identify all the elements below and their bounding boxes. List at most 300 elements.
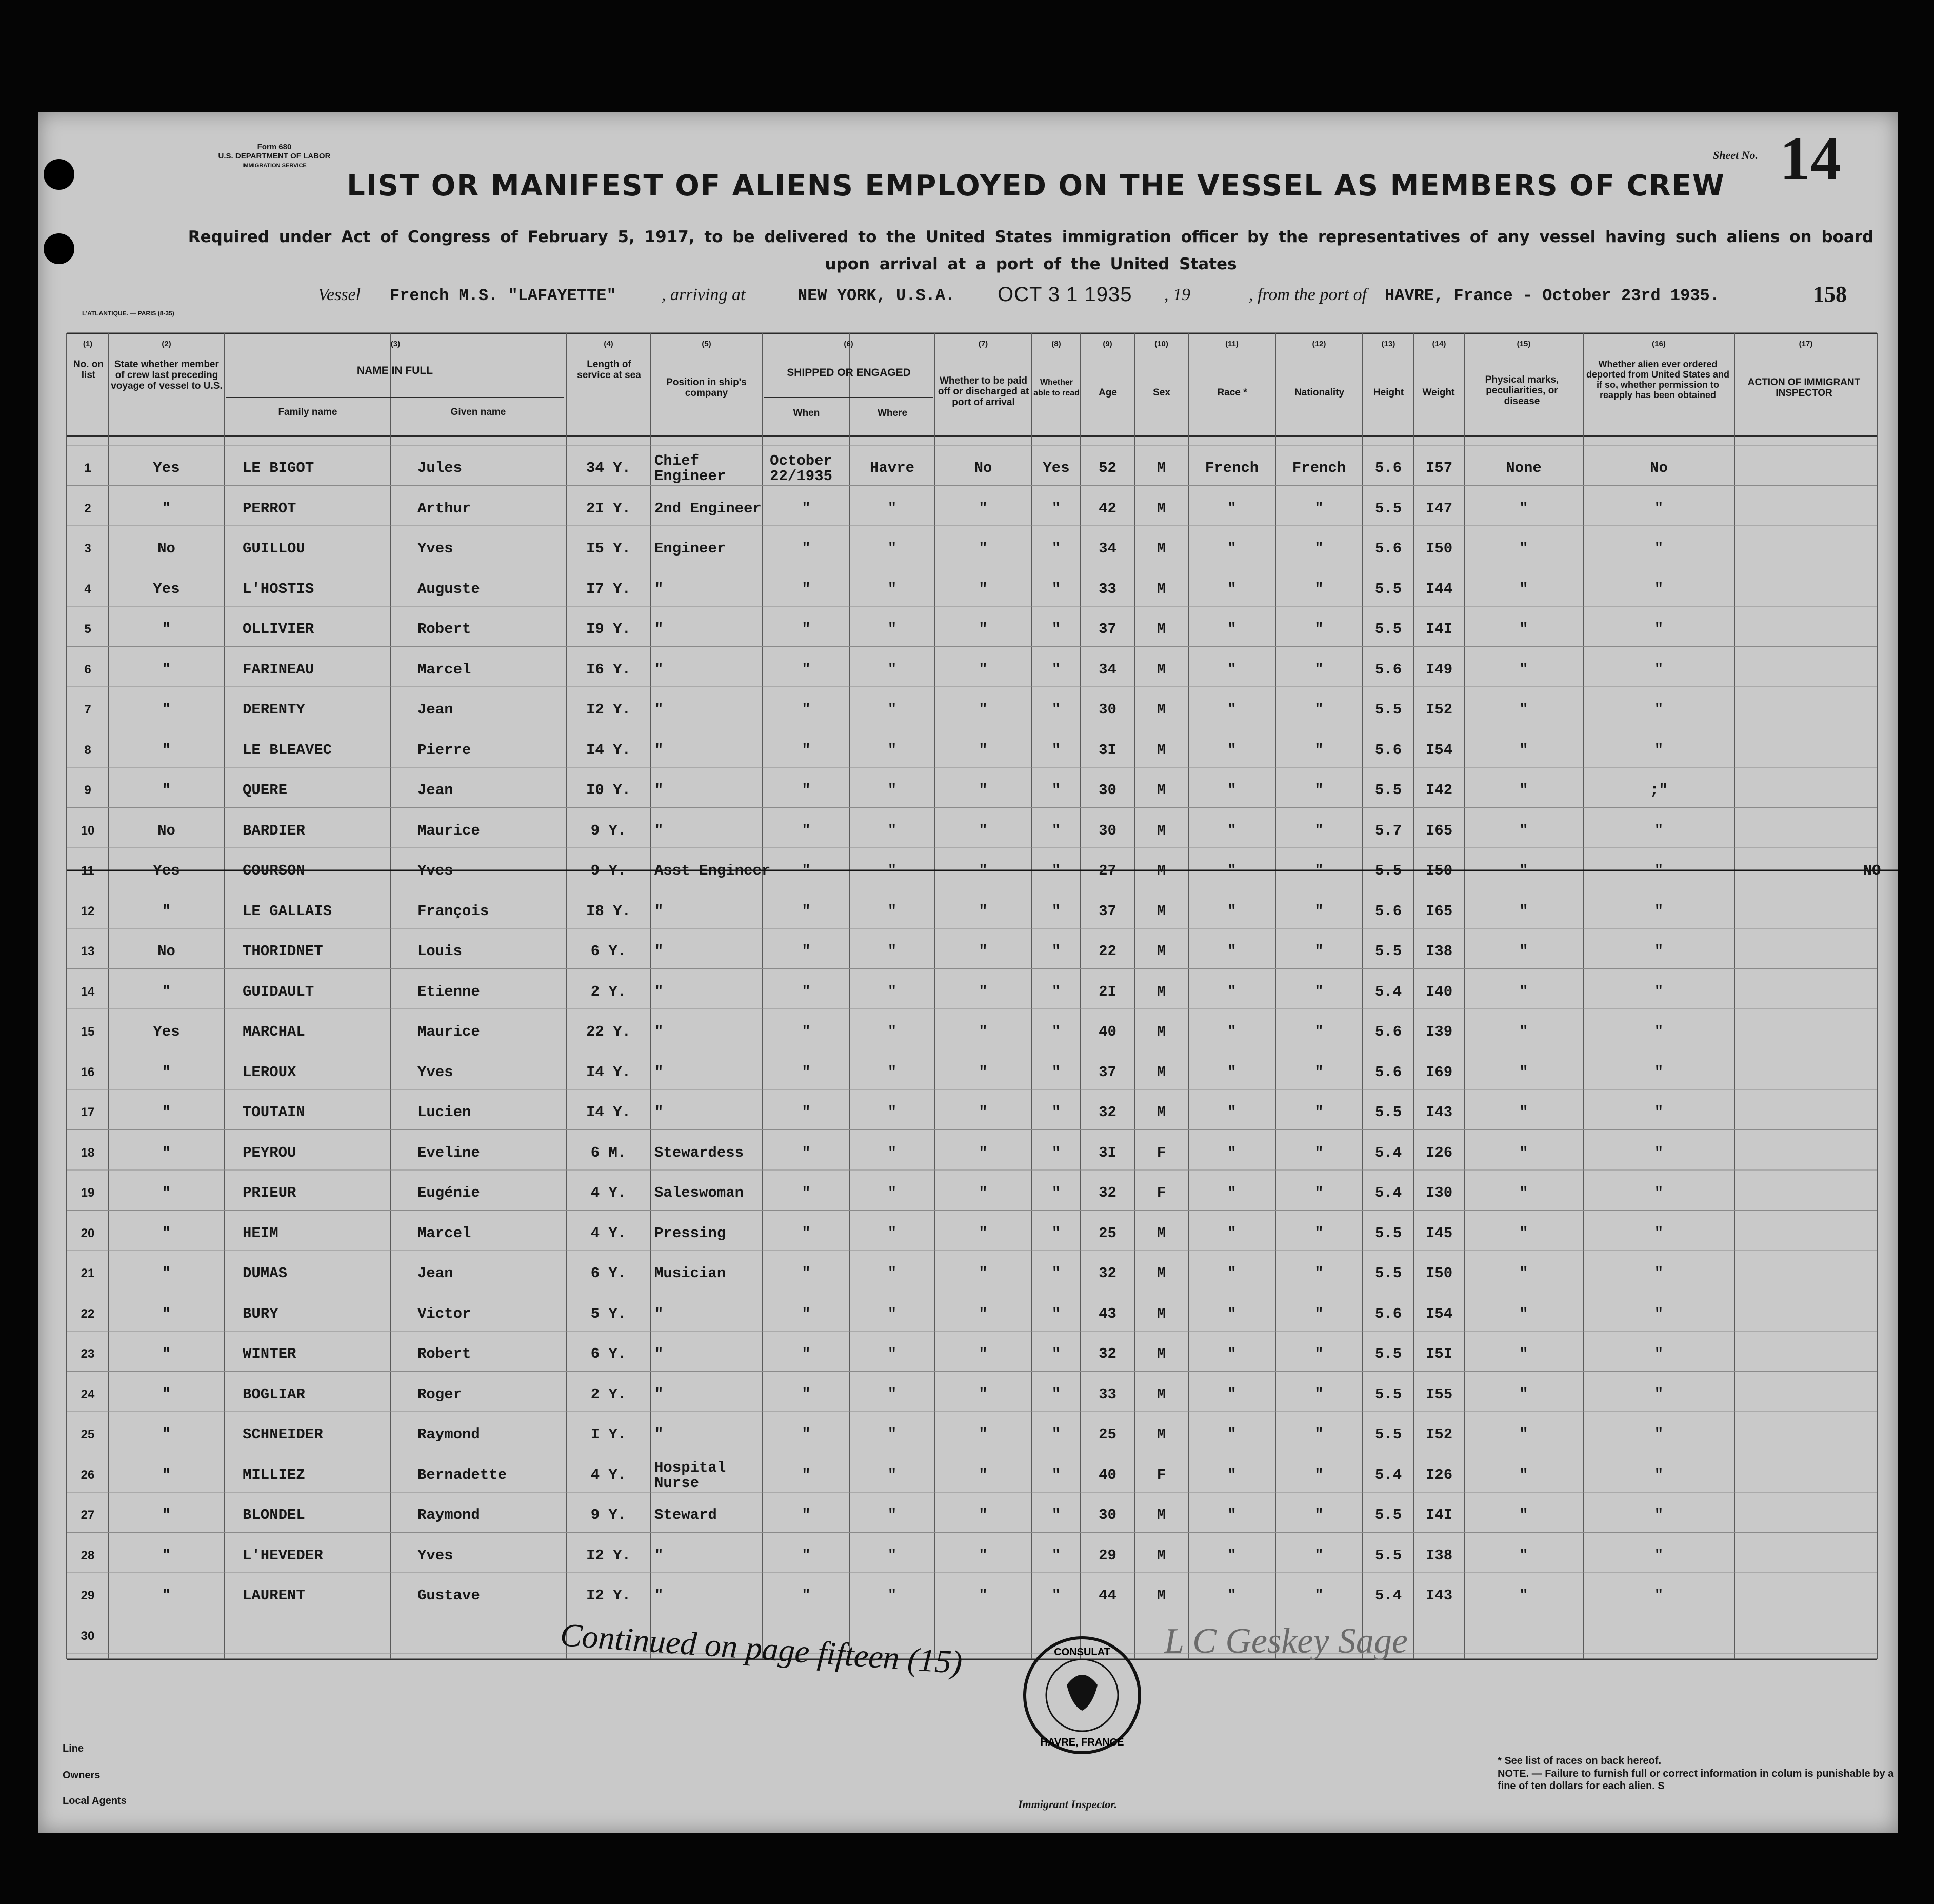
cell-deported: "	[1654, 1345, 1664, 1362]
consulate-stamp	[1021, 1634, 1144, 1757]
cell-weight: I5I	[1425, 1345, 1453, 1362]
cell-given-name: François	[417, 902, 489, 920]
cell-nationality: "	[1314, 1426, 1324, 1443]
cell-length-of-service: I4 Y.	[586, 1104, 631, 1121]
cell-sex: M	[1157, 1023, 1166, 1040]
cell-nationality: "	[1314, 1305, 1324, 1322]
cell-height: 5.5	[1374, 621, 1402, 638]
cell-sex: M	[1157, 1506, 1166, 1523]
cell-position: Asst Engineer	[654, 862, 771, 879]
cell-able-to-read: "	[1051, 902, 1061, 920]
cell-shipped-when: "	[802, 1506, 811, 1523]
cell-given-name: Jean	[417, 701, 453, 718]
cell-given-name: Auguste	[417, 580, 480, 598]
cell-able-to-read: "	[1051, 822, 1061, 839]
cell-shipped-where: "	[887, 741, 897, 759]
cell-family-name: PERROT	[243, 500, 296, 517]
cell-given-name: Eugénie	[417, 1184, 480, 1201]
cell-row-number: 30	[81, 1629, 95, 1643]
cell-length-of-service: I8 Y.	[586, 902, 631, 920]
cell-shipped-when: "	[802, 983, 811, 1000]
cell-shipped-where: Havre	[869, 460, 914, 477]
cell-given-name: Raymond	[417, 1506, 480, 1523]
header-race: Race *	[1217, 387, 1247, 398]
cell-physical-marks: "	[1519, 862, 1528, 879]
cell-able-to-read: "	[1051, 500, 1061, 517]
cell-able-to-read: "	[1051, 1426, 1061, 1443]
cell-row-number: 13	[81, 944, 95, 958]
column-number: (10)	[1154, 340, 1168, 348]
column-number: (16)	[1652, 340, 1666, 348]
cell-row-number: 10	[81, 823, 95, 838]
header-given-name: Given name	[450, 407, 506, 418]
cell-shipped-where: "	[887, 983, 897, 1000]
cell-family-name: BOGLIAR	[243, 1385, 305, 1403]
cell-height: 5.5	[1374, 782, 1402, 799]
cell-row-number: 11	[81, 864, 94, 878]
header-nationality: Nationality	[1294, 387, 1345, 398]
cell-given-name: Jean	[417, 782, 453, 799]
cell-given-name: Marcel	[417, 661, 471, 678]
cell-row-number: 15	[81, 1025, 95, 1039]
cell-nationality: "	[1314, 1063, 1324, 1081]
cell-sex: M	[1157, 1104, 1166, 1121]
header-previous-voyage: State whether member of crew last preceding voyage of vessel to U.S.	[111, 359, 223, 391]
cell-able-to-read: "	[1051, 661, 1061, 678]
cell-able-to-read: "	[1051, 1224, 1061, 1242]
form-service: IMMIGRATION SERVICE	[242, 163, 307, 169]
cell-age: 29	[1099, 1546, 1116, 1564]
cell-height: 5.4	[1374, 1466, 1402, 1483]
cell-row-number: 14	[81, 984, 95, 999]
cell-position: "	[654, 902, 664, 920]
cell-physical-marks: "	[1519, 540, 1528, 557]
column-number: (15)	[1517, 340, 1531, 348]
column-number: (14)	[1432, 340, 1446, 348]
cell-length-of-service: I0 Y.	[586, 782, 631, 799]
cell-age: 2I	[1099, 983, 1116, 1000]
cell-shipped-when: "	[802, 1023, 811, 1040]
cell-sex: M	[1157, 540, 1166, 557]
cell-shipped-where: "	[887, 661, 897, 678]
cell-length-of-service: 6 Y.	[590, 1345, 627, 1362]
cell-previous-voyage: "	[162, 1184, 171, 1201]
column-number: (4)	[604, 340, 613, 348]
cell-paid-off: "	[979, 1063, 988, 1081]
cell-shipped-when: "	[802, 701, 811, 718]
cell-age: 32	[1099, 1265, 1116, 1282]
cell-shipped-where: "	[887, 1023, 897, 1040]
header-weight: Weight	[1422, 387, 1455, 398]
cell-row-number: 19	[81, 1186, 95, 1200]
cell-able-to-read: "	[1051, 1506, 1061, 1523]
cell-given-name: Roger	[417, 1385, 463, 1403]
cell-row-number: 9	[84, 783, 91, 797]
cell-deported: "	[1654, 862, 1664, 879]
cell-able-to-read: "	[1051, 741, 1061, 759]
cell-deported: "	[1654, 822, 1664, 839]
cell-length-of-service: I4 Y.	[586, 1063, 631, 1081]
cell-previous-voyage: "	[162, 701, 171, 718]
cell-race: "	[1227, 580, 1237, 598]
cell-position: Saleswoman	[654, 1184, 744, 1201]
cell-previous-voyage: Yes	[153, 460, 180, 477]
label-from-port: , from the port of	[1249, 285, 1367, 304]
cell-able-to-read: "	[1051, 1063, 1061, 1081]
cell-physical-marks: "	[1519, 621, 1528, 638]
column-number: (6)	[844, 340, 853, 348]
cell-deported: ;"	[1650, 782, 1668, 799]
cell-sex: M	[1157, 782, 1166, 799]
cell-length-of-service: 9 Y.	[590, 862, 627, 879]
cell-shipped-where: "	[887, 580, 897, 598]
cell-shipped-where: "	[887, 1265, 897, 1282]
cell-previous-voyage: "	[162, 1466, 171, 1483]
cell-deported: "	[1654, 741, 1664, 759]
cell-physical-marks: "	[1519, 741, 1528, 759]
cell-nationality: "	[1314, 701, 1324, 718]
cell-length-of-service: 2 Y.	[590, 1385, 627, 1403]
cell-weight: I57	[1425, 460, 1453, 477]
form-department: U.S. DEPARTMENT OF LABOR	[218, 152, 331, 161]
cell-weight: I52	[1425, 1426, 1453, 1443]
cell-height: 5.5	[1374, 943, 1402, 960]
cell-shipped-when: "	[802, 902, 811, 920]
cell-deported: "	[1654, 1023, 1664, 1040]
cell-row-number: 29	[81, 1589, 95, 1602]
cell-height: 5.6	[1374, 1023, 1402, 1040]
cell-previous-voyage: "	[162, 1224, 171, 1242]
cell-previous-voyage: "	[162, 1506, 171, 1523]
cell-nationality: "	[1314, 1224, 1324, 1242]
cell-position: Engineer	[654, 540, 726, 557]
cell-race: "	[1227, 1184, 1237, 1201]
cell-sex: M	[1157, 741, 1166, 759]
cell-shipped-where: "	[887, 1506, 897, 1523]
cell-deported: "	[1654, 1385, 1664, 1403]
cell-physical-marks: "	[1519, 1506, 1528, 1523]
cell-paid-off: "	[979, 1224, 988, 1242]
cell-paid-off: "	[979, 822, 988, 839]
cell-nationality: "	[1314, 1265, 1324, 1282]
cell-age: 32	[1099, 1345, 1116, 1362]
cell-family-name: OLLIVIER	[243, 621, 314, 638]
cell-row-number: 8	[84, 743, 91, 757]
cell-weight: I44	[1425, 580, 1453, 598]
cell-weight: I26	[1425, 1466, 1453, 1483]
cell-age: 30	[1099, 1506, 1116, 1523]
header-shipped: SHIPPED OR ENGAGED	[787, 367, 911, 379]
cell-weight: I50	[1425, 540, 1453, 557]
cell-physical-marks: "	[1519, 1265, 1528, 1282]
cell-sex: M	[1157, 822, 1166, 839]
cell-paid-off: "	[979, 540, 988, 557]
cell-family-name: FARINEAU	[243, 661, 314, 678]
cell-deported: "	[1654, 1184, 1664, 1201]
cell-race: "	[1227, 701, 1237, 718]
cell-height: 5.6	[1374, 540, 1402, 557]
sheet-number: 14	[1780, 124, 1841, 192]
cell-deported: "	[1654, 1104, 1664, 1121]
cell-physical-marks: "	[1519, 580, 1528, 598]
cell-nationality: "	[1314, 822, 1324, 839]
cell-deported: "	[1654, 1144, 1664, 1161]
cell-physical-marks: "	[1519, 902, 1528, 920]
cell-position: "	[654, 1305, 664, 1322]
cell-row-number: 7	[84, 703, 91, 717]
cell-nationality: "	[1314, 1144, 1324, 1161]
cell-weight: I45	[1425, 1224, 1453, 1242]
cell-shipped-when: "	[802, 1224, 811, 1242]
cell-length-of-service: 22 Y.	[586, 1023, 631, 1040]
cell-weight: I54	[1425, 1305, 1453, 1322]
cell-paid-off: "	[979, 1385, 988, 1403]
cell-sex: M	[1157, 460, 1166, 477]
cell-paid-off: "	[979, 1506, 988, 1523]
cell-paid-off: "	[979, 1345, 988, 1362]
cell-previous-voyage: "	[162, 1104, 171, 1121]
cell-previous-voyage: "	[162, 1426, 171, 1443]
cell-deported: "	[1654, 1506, 1664, 1523]
cell-weight: I4I	[1425, 1506, 1453, 1523]
cell-previous-voyage: "	[162, 741, 171, 759]
cell-shipped-when: "	[802, 1587, 811, 1604]
cell-height: 5.5	[1374, 580, 1402, 598]
cell-able-to-read: "	[1051, 1144, 1061, 1161]
cell-row-number: 28	[81, 1548, 95, 1562]
cell-shipped-when: "	[802, 661, 811, 678]
cell-sex: M	[1157, 862, 1166, 879]
cell-length-of-service: 6 M.	[590, 1144, 627, 1161]
cell-previous-voyage: "	[162, 1305, 171, 1322]
cell-row-number: 21	[81, 1266, 95, 1280]
cell-age: 42	[1099, 500, 1116, 517]
cell-race: "	[1227, 1587, 1237, 1604]
cell-sex: M	[1157, 500, 1166, 517]
label-arriving: , arriving at	[662, 285, 746, 304]
cell-family-name: DERENTY	[243, 701, 305, 718]
cell-length-of-service: 9 Y.	[590, 822, 627, 839]
cell-given-name: Etienne	[417, 983, 480, 1000]
cell-paid-off: "	[979, 741, 988, 759]
arrival-stamp-date: OCT 3 1 1935	[998, 283, 1132, 306]
cell-position: "	[654, 1426, 664, 1443]
cell-shipped-when: "	[802, 1184, 811, 1201]
cell-paid-off: "	[979, 1466, 988, 1483]
inspector-signature: L C Geskey Sage	[1164, 1621, 1408, 1661]
cell-nationality: "	[1314, 1466, 1324, 1483]
cell-shipped-when: "	[802, 862, 811, 879]
cell-deported: "	[1654, 1305, 1664, 1322]
cell-shipped-when: "	[802, 1385, 811, 1403]
page-number: 158	[1813, 282, 1847, 307]
cell-family-name: L'HOSTIS	[243, 580, 314, 598]
cell-row-number: 1	[84, 461, 91, 475]
cell-race: "	[1227, 500, 1237, 517]
cell-inspector-action: NO	[1863, 862, 1881, 879]
cell-nationality: "	[1314, 1023, 1324, 1040]
cell-able-to-read: "	[1051, 1305, 1061, 1322]
cell-paid-off: "	[979, 1426, 988, 1443]
cell-physical-marks: "	[1519, 1184, 1528, 1201]
cell-given-name: Eveline	[417, 1144, 480, 1161]
cell-race: "	[1227, 621, 1237, 638]
cell-paid-off: "	[979, 1104, 988, 1121]
cell-physical-marks: "	[1519, 1385, 1528, 1403]
cell-given-name: Yves	[417, 1546, 453, 1564]
cell-position: "	[654, 943, 664, 960]
cell-able-to-read: "	[1051, 1587, 1061, 1604]
cell-weight: I30	[1425, 1184, 1453, 1201]
cell-physical-marks: "	[1519, 701, 1528, 718]
immigrant-inspector-label: Immigrant Inspector.	[1018, 1798, 1118, 1811]
cell-row-number: 27	[81, 1508, 95, 1522]
cell-race: "	[1227, 822, 1237, 839]
cell-age: 30	[1099, 701, 1116, 718]
column-number: (17)	[1799, 340, 1813, 348]
cell-physical-marks: None	[1506, 460, 1542, 477]
cell-weight: I26	[1425, 1144, 1453, 1161]
cell-family-name: LE GALLAIS	[243, 902, 332, 920]
cell-previous-voyage: "	[162, 661, 171, 678]
cell-nationality: "	[1314, 1104, 1324, 1121]
cell-race: "	[1227, 1466, 1237, 1483]
cell-nationality: "	[1314, 661, 1324, 678]
cell-given-name: Maurice	[417, 1023, 480, 1040]
cell-age: 37	[1099, 1063, 1116, 1081]
cell-previous-voyage: "	[162, 1063, 171, 1081]
cell-height: 5.5	[1374, 500, 1402, 517]
cell-race: "	[1227, 862, 1237, 879]
cell-position: "	[654, 701, 664, 718]
cell-weight: I52	[1425, 701, 1453, 718]
cell-given-name: Robert	[417, 621, 471, 638]
cell-family-name: MILLIEZ	[243, 1466, 305, 1483]
cell-able-to-read: "	[1051, 1023, 1061, 1040]
cell-physical-marks: "	[1519, 782, 1528, 799]
cell-length-of-service: 2I Y.	[586, 500, 631, 517]
departure-port-date: HAVRE, France - October 23rd 1935.	[1385, 286, 1720, 305]
cell-position: Hospital Nurse	[654, 1459, 726, 1492]
cell-height: 5.7	[1374, 822, 1402, 839]
cell-given-name: Maurice	[417, 822, 480, 839]
cell-able-to-read: "	[1051, 943, 1061, 960]
cell-weight: I49	[1425, 661, 1453, 678]
cell-length-of-service: I2 Y.	[586, 1587, 631, 1604]
cell-race: "	[1227, 1063, 1237, 1081]
cell-age: 30	[1099, 822, 1116, 839]
cell-length-of-service: I5 Y.	[586, 540, 631, 557]
cell-shipped-where: "	[887, 621, 897, 638]
cell-shipped-where: "	[887, 1426, 897, 1443]
cell-race: French	[1205, 460, 1259, 477]
cell-length-of-service: I7 Y.	[586, 580, 631, 598]
arriving-port: NEW YORK, U.S.A.	[797, 286, 955, 305]
cell-row-number: 25	[81, 1427, 95, 1441]
cell-row-number: 20	[81, 1226, 95, 1240]
cell-sex: M	[1157, 902, 1166, 920]
cell-weight: I4I	[1425, 621, 1453, 638]
cell-nationality: "	[1314, 621, 1324, 638]
cell-height: 5.4	[1374, 983, 1402, 1000]
cell-shipped-where: "	[887, 500, 897, 517]
cell-shipped-where: "	[887, 1466, 897, 1483]
cell-sex: F	[1157, 1466, 1166, 1483]
cell-able-to-read: "	[1051, 540, 1061, 557]
cell-given-name: Robert	[417, 1345, 471, 1362]
cell-previous-voyage: "	[162, 1587, 171, 1604]
column-number: (13)	[1381, 340, 1395, 348]
cell-family-name: PRIEUR	[243, 1184, 296, 1201]
cell-deported: "	[1654, 540, 1664, 557]
cell-race: "	[1227, 943, 1237, 960]
cell-shipped-when: "	[802, 822, 811, 839]
cell-previous-voyage: "	[162, 1345, 171, 1362]
cell-height: 5.6	[1374, 1063, 1402, 1081]
cell-shipped-when: "	[802, 580, 811, 598]
cell-height: 5.5	[1374, 1345, 1402, 1362]
cell-paid-off: "	[979, 701, 988, 718]
cell-physical-marks: "	[1519, 1587, 1528, 1604]
cell-physical-marks: "	[1519, 500, 1528, 517]
cell-able-to-read: "	[1051, 701, 1061, 718]
cell-height: 5.5	[1374, 1104, 1402, 1121]
cell-deported: "	[1654, 1466, 1664, 1483]
cell-height: 5.5	[1374, 1385, 1402, 1403]
cell-weight: I65	[1425, 902, 1453, 920]
column-number: (3)	[390, 340, 401, 348]
cell-paid-off: "	[979, 661, 988, 678]
cell-shipped-where: "	[887, 943, 897, 960]
cell-able-to-read: "	[1051, 1345, 1061, 1362]
cell-deported: "	[1654, 661, 1664, 678]
column-number: (2)	[162, 340, 171, 348]
cell-paid-off: "	[979, 983, 988, 1000]
cell-able-to-read: "	[1051, 621, 1061, 638]
cell-family-name: PEYROU	[243, 1144, 296, 1161]
cell-physical-marks: "	[1519, 822, 1528, 839]
cell-nationality: "	[1314, 1546, 1324, 1564]
cell-weight: I69	[1425, 1063, 1453, 1081]
cell-position: "	[654, 661, 664, 678]
cell-shipped-when: "	[802, 1466, 811, 1483]
cell-length-of-service: I Y.	[590, 1426, 627, 1443]
cell-length-of-service: I6 Y.	[586, 661, 631, 678]
cell-given-name: Louis	[417, 943, 463, 960]
cell-physical-marks: "	[1519, 1546, 1528, 1564]
cell-previous-voyage: "	[162, 782, 171, 799]
cell-nationality: "	[1314, 1184, 1324, 1201]
label-year: , 19	[1164, 285, 1190, 304]
cell-shipped-when: "	[802, 621, 811, 638]
cell-given-name: Pierre	[417, 741, 471, 759]
cell-race: "	[1227, 1506, 1237, 1523]
cell-previous-voyage: "	[162, 1385, 171, 1403]
cell-deported: "	[1654, 580, 1664, 598]
column-number: (5)	[702, 340, 711, 348]
cell-height: 5.6	[1374, 902, 1402, 920]
header-position: Position in ship's company	[666, 377, 747, 399]
cell-physical-marks: "	[1519, 1144, 1528, 1161]
cell-physical-marks: "	[1519, 661, 1528, 678]
cell-deported: No	[1650, 460, 1668, 477]
cell-paid-off: "	[979, 1587, 988, 1604]
column-number: (9)	[1103, 340, 1112, 348]
cell-previous-voyage: Yes	[153, 862, 180, 879]
cell-previous-voyage: No	[157, 943, 175, 960]
cell-age: 3I	[1099, 1144, 1116, 1161]
cell-row-number: 23	[81, 1347, 95, 1361]
